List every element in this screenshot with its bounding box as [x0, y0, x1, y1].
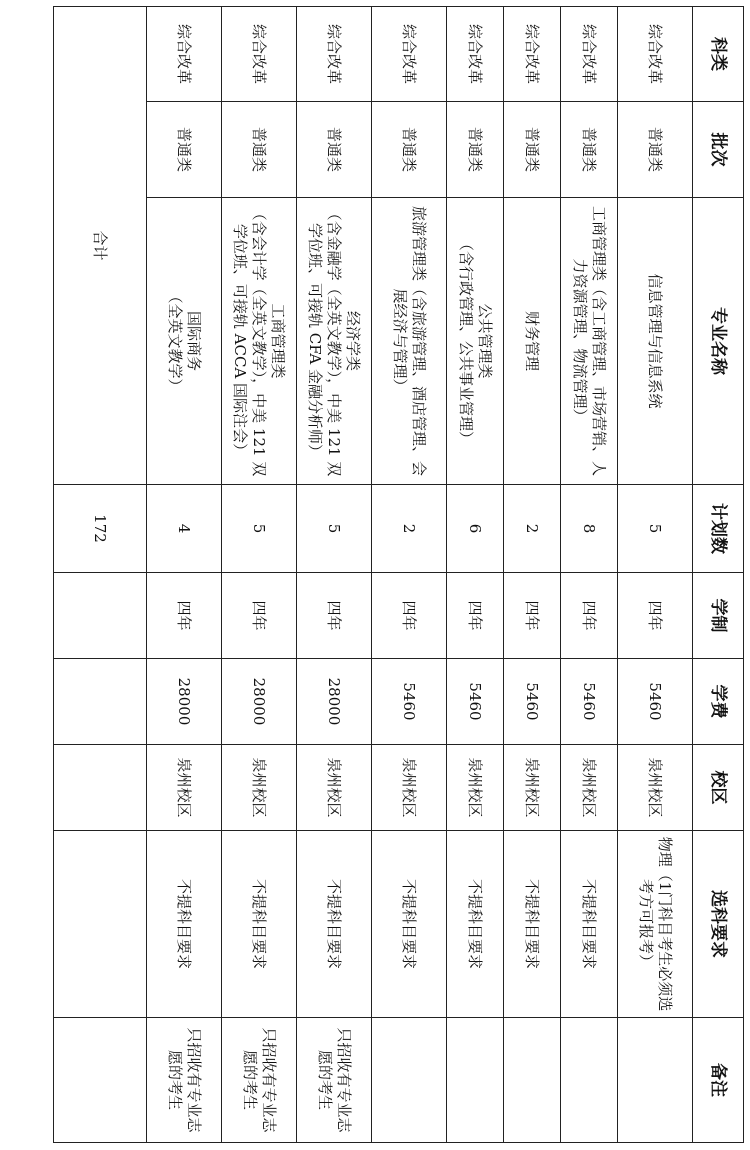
cell-fee: 5460	[561, 659, 618, 745]
table-row	[372, 7, 447, 1143]
cell-requirement: 不提科目要求	[504, 831, 561, 1018]
cell-batch: 普通类	[447, 102, 504, 198]
cell-plan: 4	[147, 485, 222, 573]
total-empty-cell	[54, 1018, 147, 1143]
cell-note	[561, 1018, 618, 1143]
cell-plan: 5	[618, 485, 693, 573]
cell-note: 只招收有专业志愿的考生	[147, 1018, 222, 1143]
cell-fee: 5460	[372, 659, 447, 745]
total-empty-cell	[54, 659, 147, 745]
table-row	[504, 7, 561, 1143]
cell-requirement: 不提科目要求	[297, 831, 372, 1018]
cell-fee: 28000	[147, 659, 222, 745]
cell-length: 四年	[372, 573, 447, 659]
cell-fee: 28000	[222, 659, 297, 745]
total-plan: 172	[54, 485, 147, 573]
cell-subject: 综合改革	[372, 7, 447, 102]
cell-subject: 综合改革	[447, 7, 504, 102]
total-empty-cell	[54, 745, 147, 831]
table-row	[447, 7, 504, 1143]
cell-campus: 泉州校区	[618, 745, 693, 831]
table-row	[147, 7, 222, 1143]
cell-length: 四年	[222, 573, 297, 659]
cell-plan: 2	[504, 485, 561, 573]
cell-batch: 普通类	[297, 102, 372, 198]
cell-length: 四年	[297, 573, 372, 659]
cell-requirement: 不提科目要求	[147, 831, 222, 1018]
cell-length: 四年	[447, 573, 504, 659]
cell-campus: 泉州校区	[447, 745, 504, 831]
enrollment-plan-table	[53, 6, 744, 1143]
cell-length: 四年	[618, 573, 693, 659]
cell-fee: 5460	[447, 659, 504, 745]
header-campus: 校区	[693, 745, 744, 831]
cell-batch: 普通类	[372, 102, 447, 198]
cell-length: 四年	[561, 573, 618, 659]
header-length: 学制	[693, 573, 744, 659]
cell-batch: 普通类	[222, 102, 297, 198]
cell-campus: 泉州校区	[372, 745, 447, 831]
cell-note	[372, 1018, 447, 1143]
header-requirement: 选科要求	[693, 831, 744, 1018]
cell-major: 信息管理与信息系统	[618, 198, 693, 485]
cell-subject: 综合改革	[561, 7, 618, 102]
cell-plan: 5	[297, 485, 372, 573]
cell-fee: 5460	[618, 659, 693, 745]
cell-batch: 普通类	[147, 102, 222, 198]
cell-length: 四年	[504, 573, 561, 659]
cell-campus: 泉州校区	[147, 745, 222, 831]
total-empty-cell	[54, 831, 147, 1018]
table-row	[561, 7, 618, 1143]
total-row	[54, 7, 147, 1143]
cell-major: 公共管理类 （含行政管理、公共事业管理）	[447, 198, 504, 485]
header-plan: 计划数	[693, 485, 744, 573]
cell-plan: 8	[561, 485, 618, 573]
cell-campus: 泉州校区	[297, 745, 372, 831]
total-label: 合计	[54, 7, 147, 485]
cell-major: 工商管理类（含工商管理、市场营销、人力资源管理、物流管理）	[561, 198, 618, 485]
cell-note: 只招收有专业志愿的考生	[297, 1018, 372, 1143]
cell-requirement: 不提科目要求	[561, 831, 618, 1018]
cell-plan: 5	[222, 485, 297, 573]
cell-plan: 2	[372, 485, 447, 573]
cell-requirement: 不提科目要求	[447, 831, 504, 1018]
cell-subject: 综合改革	[147, 7, 222, 102]
table-row	[297, 7, 372, 1143]
total-empty-cell	[54, 573, 147, 659]
header-major: 专业名称	[693, 198, 744, 485]
cell-requirement: 不提科目要求	[222, 831, 297, 1018]
header-batch: 批次	[693, 102, 744, 198]
cell-fee: 5460	[504, 659, 561, 745]
cell-subject: 综合改革	[297, 7, 372, 102]
cell-batch: 普通类	[504, 102, 561, 198]
cell-note	[618, 1018, 693, 1143]
cell-plan: 6	[447, 485, 504, 573]
cell-subject: 综合改革	[504, 7, 561, 102]
cell-campus: 泉州校区	[561, 745, 618, 831]
cell-fee: 28000	[297, 659, 372, 745]
cell-campus: 泉州校区	[222, 745, 297, 831]
cell-subject: 综合改革	[618, 7, 693, 102]
cell-major: 国际商务 （全英文教学）	[147, 198, 222, 485]
cell-length: 四年	[147, 573, 222, 659]
cell-major: 经济学类 （含金融学（全英文教学），中美 121 双学位班、可接轨 CFA 金融分析师）	[297, 198, 372, 485]
cell-note	[504, 1018, 561, 1143]
header-note: 备注	[693, 1018, 744, 1143]
cell-batch: 普通类	[561, 102, 618, 198]
cell-requirement: 物理（1门科目考生必须选考方可报考）	[618, 831, 693, 1018]
cell-major: 财务管理	[504, 198, 561, 485]
cell-requirement: 不提科目要求	[372, 831, 447, 1018]
cell-campus: 泉州校区	[504, 745, 561, 831]
cell-batch: 普通类	[618, 102, 693, 198]
header-row	[693, 7, 744, 1143]
cell-note: 只招收有专业志愿的考生	[222, 1018, 297, 1143]
cell-note	[447, 1018, 504, 1143]
header-fee: 学费	[693, 659, 744, 745]
table-row	[222, 7, 297, 1143]
cell-major: 旅游管理类（含旅游管理、酒店管理、会展经济与管理）	[372, 198, 447, 485]
header-subject: 科类	[693, 7, 744, 102]
cell-subject: 综合改革	[222, 7, 297, 102]
table-row	[618, 7, 693, 1143]
cell-major: 工商管理类 （含会计学（全英文教学），中美 121 双学位班、可接轨 ACCA 国际注会）	[222, 198, 297, 485]
